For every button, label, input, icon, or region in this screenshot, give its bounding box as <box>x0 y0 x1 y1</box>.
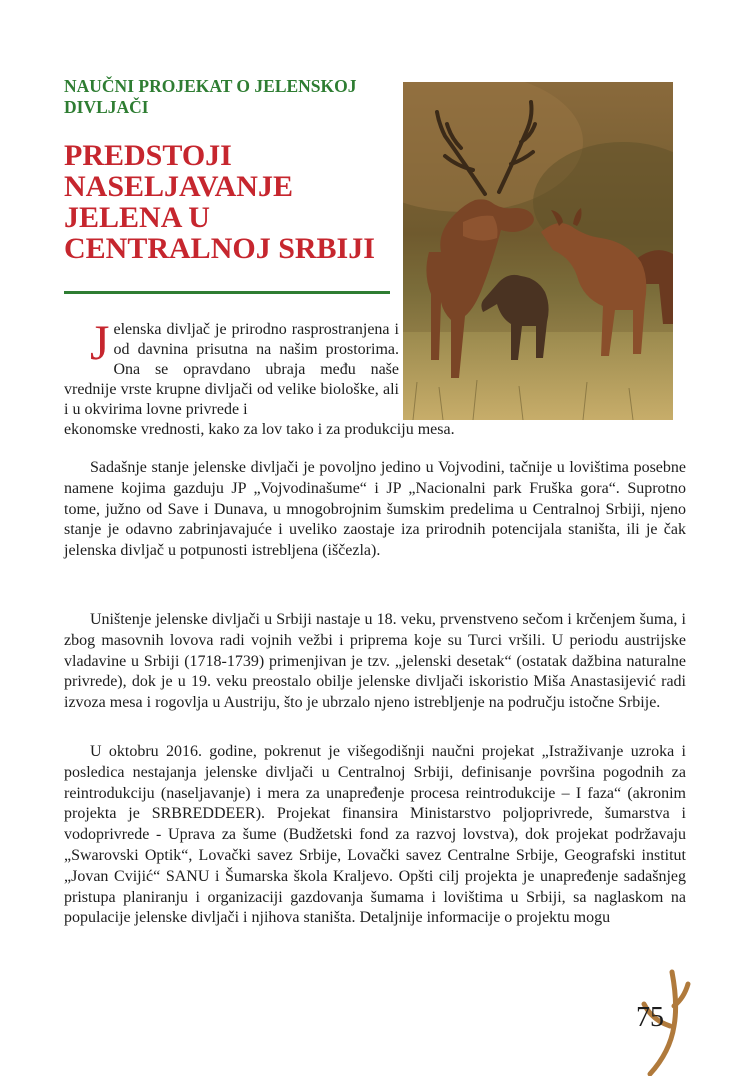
red-deer-photo-icon <box>403 82 673 420</box>
page-number: 75 <box>636 1002 664 1033</box>
article-kicker: NAUČNI PROJEKAT O JELENSKOJ DIVLJAČI <box>64 76 357 117</box>
headline-divider <box>64 291 390 294</box>
deer-photo <box>403 82 673 420</box>
body-paragraph: Sadašnje stanje jelenske divljači je povoljno jedino u Vojvodini, tačnije u lovištima posebne namene kojima gazduju JP „Vojvodinašume“ i JP „Nacionalni park Fruška gora“. Suprotno tome, južno od Save i Dunava, u mnogobrojnim šumskim predelima u Centralnoj Srbiji, njeno stanje je odavno zabrinjavajuće i uveliko zaostaje iza prirodnih potencijala staništa, ili je čak jelenska divljač u potpunosti istrebljena (iščezla). <box>64 459 686 560</box>
drop-cap: J <box>90 314 110 370</box>
intro-text: elenska divljač je prirodno rasprostranjena i od davnina prisutna na našim prostorima. Ona se opravdano ubraja među naše vrednije vrste krupne divljači od velike biološke, ali i u okvirima lovne privrede i <box>64 321 399 418</box>
intro-paragraph-end: ekonomske vrednosti, kako za lov tako i za produkciju mesa. <box>64 421 455 438</box>
body-paragraph: Uništenje jelenske divljači u Srbiji nastaje u 18. veku, prvenstveno sečom i krčenjem šuma, i zbog masovnih lovova radi vojnih vežbi i priprema koje su Turci vršili. U periodu austrijske vladavine u Srbiji (1718-1739) primenjivan je tzv. „jelenski desetak“ (ostatak dažbina naturalne privrede), dok je u 19. veku preostalo obilje jelenske divljači iskoristio Miša Anastasijević radi izvoza mesa i rogovlja u Austriju, što je ubrzalo njeno istrebljenje na području istočne Srbije. <box>64 611 686 712</box>
article-headline: PREDSTOJI NASELJAVANJE JELENA U CENTRALNOJ SRBIJI <box>64 139 375 265</box>
body-paragraph: U oktobru 2016. godine, pokrenut je višegodišnji naučni projekat „Istraživanje uzroka i posledica nestajanja jelenske divljači u Centralnoj Srbiji, definisanje površina pogodnih za reintrodukciju (naseljavanje) i mera za unapređenje procesa reintrodukcije – I faza“ (akronim projekta je SRBREDDEER). Projekat finansira Ministarstvo poljoprivrede, šumarstva i vodoprivrede - Uprava za šume (Budžetski fond za razvoj lovstva), dok projekat podržavaju „Swarovski Optik“, Lovački savez Srbije, Lovački savez Centralne Srbije, Geografski institut „Jovan Cvijić“ SANU i Šumarska škola Kraljevo. Opšti cilj projekta je unapređenje sadašnjeg pristupa planiranju i organizaciji gazdovanja šumama i lovištima u Srbiji, sa naglaskom na populacije jelenske divljači i njihova staništa. Detaljnije informacije o projektu mogu <box>64 743 686 927</box>
intro-paragraph <box>64 314 399 420</box>
